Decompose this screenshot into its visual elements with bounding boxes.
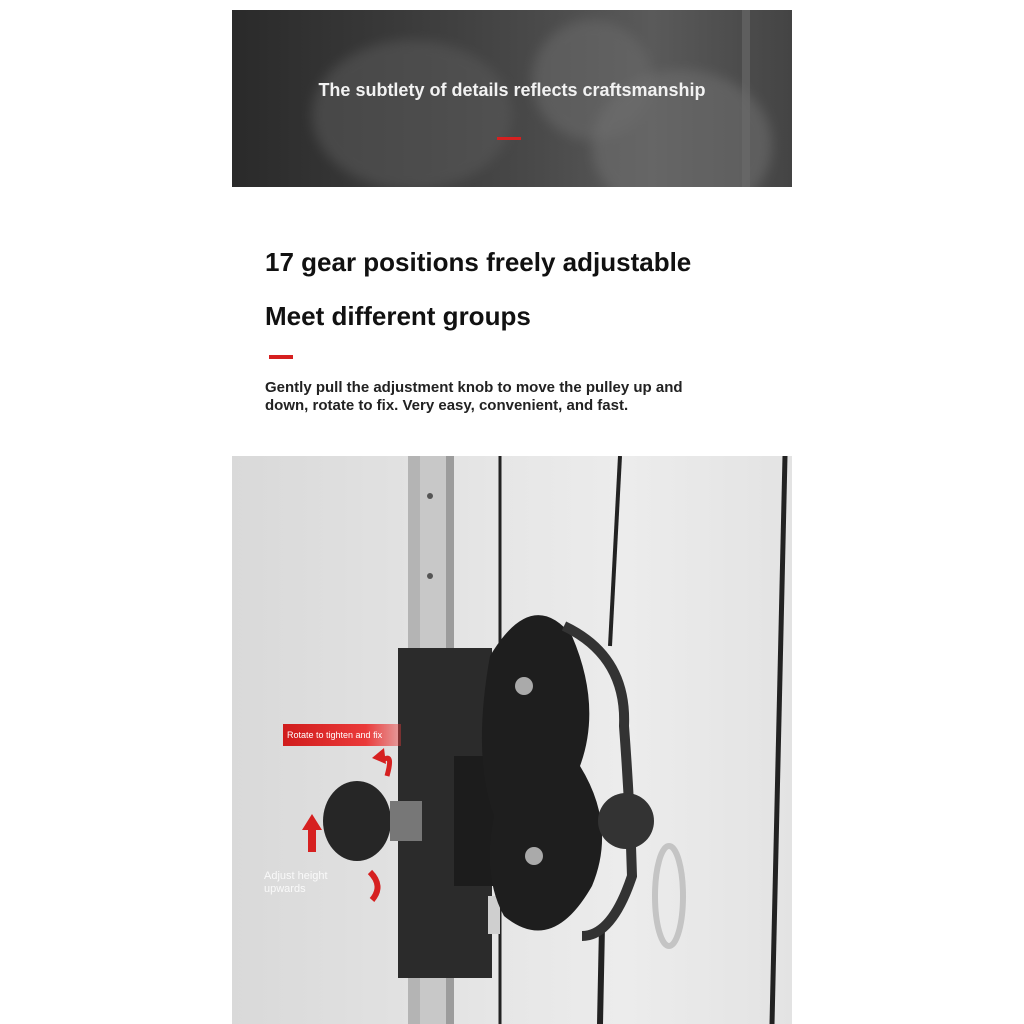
feature-heading-line1: 17 gear positions freely adjustable — [265, 247, 692, 277]
up-arrow-icon — [308, 828, 316, 852]
pulley-nut — [515, 677, 533, 695]
up-arrow-head — [302, 814, 322, 830]
pulley-plate — [482, 615, 602, 930]
ball-stopper — [598, 793, 654, 849]
adjustment-knob — [323, 781, 391, 861]
banner-title: The subtlety of details reflects craftsmanship — [318, 80, 706, 100]
accent-dash — [269, 355, 293, 359]
rotate-arrow-head — [372, 748, 386, 764]
hero-banner — [232, 10, 792, 187]
pulley-nut — [525, 847, 543, 865]
feature-description: Gently pull the adjustment knob to move the pulley up and down, rotate to fix. Very easy, convenient, and fast. — [265, 379, 683, 414]
cable — [772, 456, 785, 1024]
carabiner — [655, 846, 683, 946]
cable — [610, 456, 620, 646]
red-marker — [370, 872, 378, 900]
adjust-height-label: Adjust height upwards — [264, 870, 328, 895]
rotate-callout-label: Rotate to tighten and fix — [283, 724, 401, 746]
knob-shaft — [390, 801, 422, 841]
column-hole — [427, 573, 433, 579]
product-photo — [232, 456, 792, 1024]
banner-background-figure — [312, 40, 512, 187]
column-hole — [427, 493, 433, 499]
banner-accent-line — [497, 137, 521, 140]
cable — [600, 926, 602, 1024]
feature-heading-line2: Meet different groups — [265, 301, 531, 331]
